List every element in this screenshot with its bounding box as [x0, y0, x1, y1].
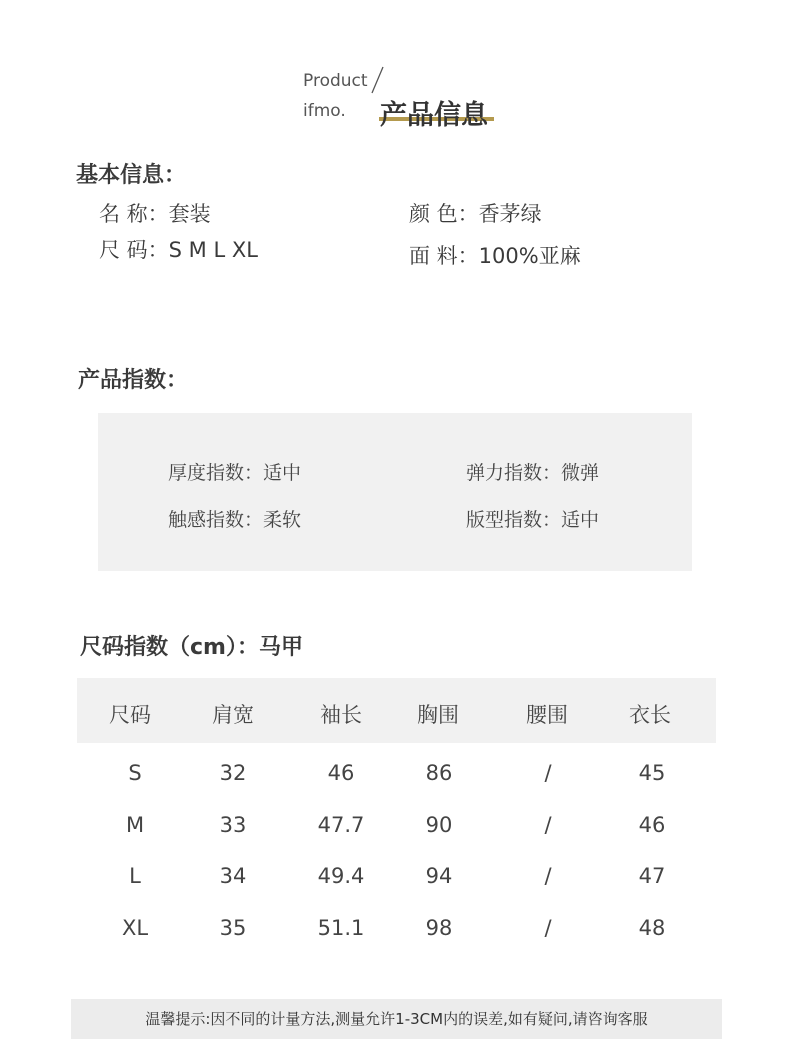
- table-cell: 94: [425, 864, 453, 888]
- info-name: 名 称：套装: [99, 202, 211, 226]
- table-cell: 46: [327, 761, 355, 785]
- size-table-title: 尺码指数（cm）：马甲: [80, 635, 303, 660]
- header-en-line2: ifmo.: [303, 101, 346, 121]
- table-cell: /: [544, 813, 552, 837]
- index-elasticity: 弹力指数：微弹: [466, 462, 600, 484]
- table-cell: 32: [219, 761, 247, 785]
- table-cell: 46: [638, 813, 666, 837]
- table-cell: 47: [638, 864, 666, 888]
- table-cell: /: [544, 916, 552, 940]
- table-cell: 35: [219, 916, 247, 940]
- table-cell: 86: [425, 761, 453, 785]
- table-cell: 34: [219, 864, 247, 888]
- col-header-sleeve: 袖长: [320, 703, 362, 727]
- table-cell: 90: [425, 813, 453, 837]
- footer-note-bar: [71, 999, 722, 1039]
- info-size: 尺 码：S M L XL: [99, 238, 258, 262]
- table-cell: L: [129, 864, 141, 888]
- table-cell: 45: [638, 761, 666, 785]
- table-cell: /: [544, 761, 552, 785]
- size-table-header: [77, 678, 716, 743]
- basic-info-title: 基本信息：: [76, 163, 187, 188]
- header-en-line1: Product: [303, 71, 368, 91]
- table-cell: 33: [219, 813, 247, 837]
- footer-note: 温馨提示:因不同的计量方法,测量允许1-3CM内的误差,如有疑问,请咨询客服: [145, 1010, 648, 1028]
- table-cell: 49.4: [317, 864, 365, 888]
- product-index-panel: [98, 413, 692, 571]
- table-cell: 98: [425, 916, 453, 940]
- col-header-chest: 胸围: [417, 703, 459, 727]
- col-header-shoulder: 肩宽: [212, 703, 254, 727]
- table-cell: 51.1: [317, 916, 365, 940]
- col-header-length: 衣长: [629, 703, 671, 727]
- table-cell: 47.7: [317, 813, 365, 837]
- table-cell: /: [544, 864, 552, 888]
- table-cell: S: [128, 761, 142, 785]
- info-fabric: 面 料：100%亚麻: [409, 244, 581, 268]
- page-title: 产品信息: [380, 100, 488, 131]
- index-touch: 触感指数：柔软: [168, 509, 302, 531]
- table-cell: M: [125, 813, 145, 837]
- index-fit: 版型指数：适中: [466, 509, 600, 531]
- col-header-waist: 腰围: [526, 703, 568, 727]
- product-index-title: 产品指数：: [78, 368, 189, 393]
- table-cell: 48: [638, 916, 666, 940]
- index-thickness: 厚度指数：适中: [168, 462, 302, 484]
- info-color: 颜 色：香茅绿: [409, 202, 542, 226]
- col-header-size: 尺码: [109, 703, 151, 727]
- table-cell: XL: [121, 916, 149, 940]
- slash-divider: [370, 66, 384, 94]
